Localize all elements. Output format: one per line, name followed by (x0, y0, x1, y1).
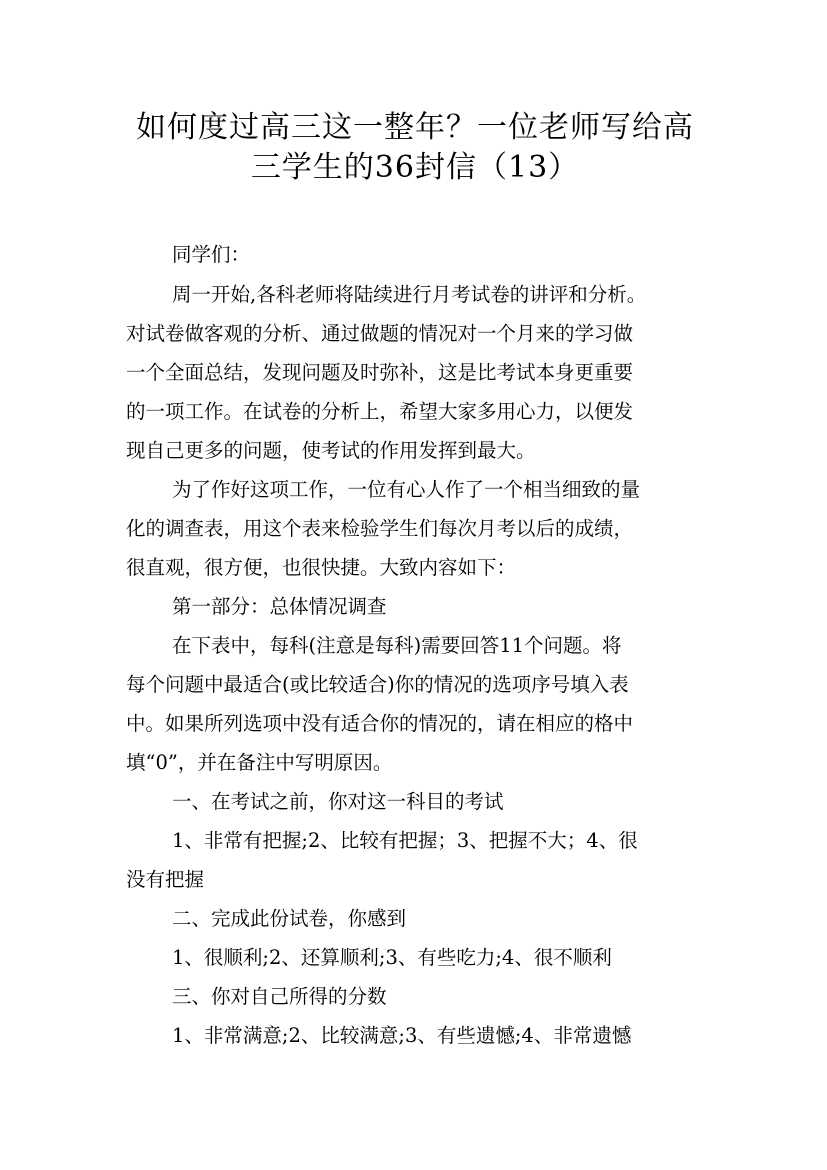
instructions-line-4: 填“0”，并在备注中写明原因。 (126, 751, 393, 774)
question-1: 一、在考试之前，你对这一科目的考试 (172, 790, 504, 813)
question-2-options: 1、很顺利;2、还算顺利;3、有些吃力;4、很不顺利 (172, 946, 612, 969)
greeting: 同学们： (172, 243, 251, 266)
paragraph-2-line-1: 为了作好这项工作，一位有心人作了一个相当细致的量 (172, 478, 641, 501)
paragraph-1-line-2: 对试卷做客观的分析、通过做题的情况对一个月来的学习做 (126, 322, 634, 345)
question-1-options-line-2: 没有把握 (126, 868, 205, 891)
document-title-line-2: 三学生的36封信（13） (250, 150, 580, 185)
paragraph-1-line-4: 的一项工作。在试卷的分析上，希望大家多用心力，以便发 (126, 400, 634, 423)
instructions-line-1: 在下表中，每科(注意是每科)需要回答11个问题。将 (172, 634, 622, 657)
question-3-options: 1、非常满意;2、比较满意;3、有些遗憾;4、非常遗憾 (172, 1024, 632, 1047)
paragraph-1-line-5: 现自己更多的问题，使考试的作用发挥到最大。 (126, 439, 536, 462)
question-3: 三、你对自己所得的分数 (172, 985, 387, 1008)
instructions-line-2: 每个问题中最适合(或比较适合)你的情况的选项序号填入表 (126, 673, 629, 696)
paragraph-1-line-1: 周一开始,各科老师将陆续进行月考试卷的讲评和分析。 (172, 283, 647, 306)
document-title-line-1: 如何度过高三这一整年？一位老师写给高 (136, 110, 694, 145)
question-1-options-line-1: 1、非常有把握;2、比较有把握；3、把握不大；4、很 (172, 829, 638, 852)
instructions-line-3: 中。如果所列选项中没有适合你的情况的，请在相应的格中 (126, 712, 634, 735)
paragraph-1-line-3: 一个全面总结，发现问题及时弥补，这是比考试本身更重要 (126, 361, 634, 384)
section-heading: 第一部分：总体情况调查 (172, 595, 387, 618)
paragraph-2-line-3: 很直观，很方便，也很快捷。大致内容如下： (126, 556, 517, 579)
paragraph-2-line-2: 化的调查表，用这个表来检验学生们每次月考以后的成绩， (126, 517, 634, 540)
question-2: 二、完成此份试卷，你感到 (172, 907, 407, 930)
